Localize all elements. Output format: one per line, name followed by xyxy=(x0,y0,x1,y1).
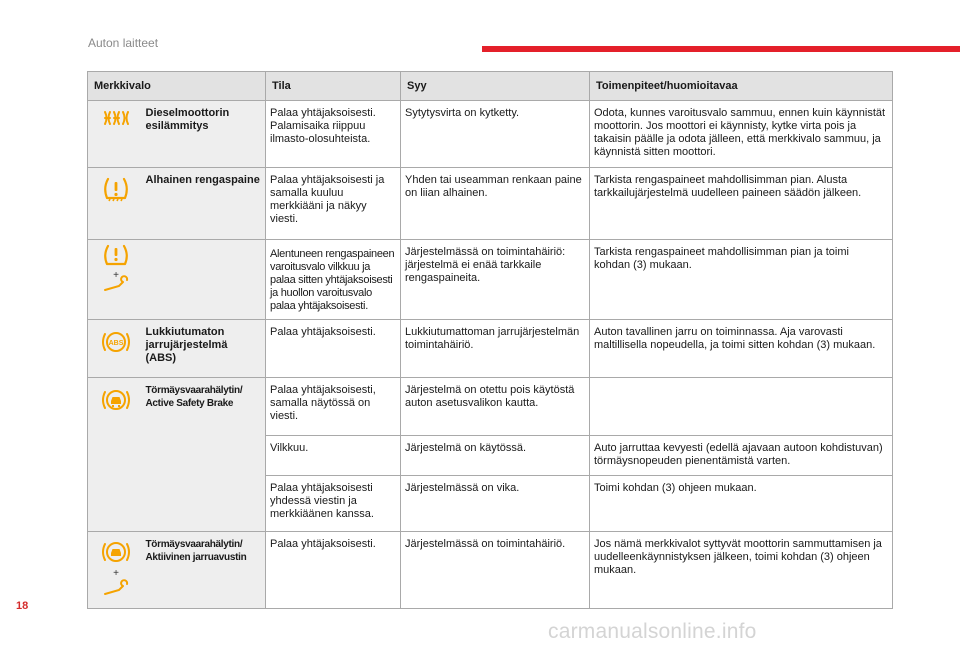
table-row xyxy=(88,378,893,436)
tyre-pressure-icon xyxy=(101,176,131,208)
syy-cell: Yhden tai useamman renkaan paine on liian alhainen. xyxy=(401,168,590,240)
lamp-name: Lukkiutumaton jarrujärjestelmä (ABS) xyxy=(144,320,266,378)
tila-cell: Palaa yhtäjaksoisesti ja samalla kuuluu merkkiääni ja näkyy viesti. xyxy=(266,168,401,240)
syy-cell: Järjestelmässä on toimintahäiriö. xyxy=(401,532,590,609)
svg-text:ABS: ABS xyxy=(108,340,124,347)
tila-cell: Palaa yhtäjaksoisesti. xyxy=(266,532,401,609)
lamp-name: Törmäysvaarahälytin/ Aktiivinen jarruavustin xyxy=(144,532,266,609)
table-row xyxy=(88,168,893,240)
tila-cell: Palaa yhtäjaksoisesti yhdessä viestin ja merkkiäänen kanssa. xyxy=(266,476,401,532)
column-header-tila: Tila xyxy=(266,72,401,101)
toimenpiteet-cell: Odota, kunnes varoitusvalo sammuu, ennen kuin käynnistät moottorin. Jos moottori ei käynnisty, kytke virta pois ja takaisin päälle ja odota jälleen, että merkkivalo sammuu, ja käynnistä sitten moottori. xyxy=(590,101,893,168)
tyre-pressure-service-icon xyxy=(99,244,133,298)
table-row xyxy=(88,320,893,378)
watermark: carmanualsonline.info xyxy=(548,620,757,643)
toimenpiteet-cell: Auto jarruttaa kevyesti (edellä ajavaan autoon kohdistuvan) törmäysnopeuden pienentämistä varten. xyxy=(590,436,893,476)
lamp-name: Alhainen rengaspaine xyxy=(144,168,266,240)
table-row xyxy=(88,101,893,168)
toimenpiteet-cell: Tarkista rengaspaineet mahdollisimman pian ja toimi kohdan (3) mukaan. xyxy=(590,240,893,320)
column-header-syy: Syy xyxy=(401,72,590,101)
lamp-name xyxy=(144,240,266,320)
header-accent-bar xyxy=(482,46,960,52)
syy-cell: Lukkiutumattoman jarrujärjestelmän toimintahäiriö. xyxy=(401,320,590,378)
syy-cell: Järjestelmässä on vika. xyxy=(401,476,590,532)
warning-lamp-table xyxy=(87,71,893,609)
tila-cell: Palaa yhtäjaksoisesti. Palamisaika riippuu ilmasto-olosuhteista. xyxy=(266,101,401,168)
collision-alert-service-icon xyxy=(99,538,133,604)
toimenpiteet-cell: Auton tavallinen jarru on toiminnassa. Aja varovasti maltillisella nopeudella, ja toimi sitten kohdan (3) mukaan. xyxy=(590,320,893,378)
column-header-toimenpiteet: Toimenpiteet/huomioitavaa xyxy=(590,72,893,101)
glow-plug-icon xyxy=(101,109,131,131)
syy-cell: Sytytysvirta on kytketty. xyxy=(401,101,590,168)
toimenpiteet-cell: Toimi kohdan (3) ohjeen mukaan. xyxy=(590,476,893,532)
abs-icon xyxy=(101,328,131,360)
collision-alert-icon xyxy=(101,386,131,418)
tila-cell: Alentuneen rengaspaineen varoitusvalo vilkkuu ja palaa sitten yhtäjaksoisesti ja huollon varoitusvalo palaa yhtäjaksoisesti. xyxy=(266,240,401,320)
table-row xyxy=(88,240,893,320)
tila-cell: Palaa yhtäjaksoisesti, samalla näytössä on viesti. xyxy=(266,378,401,436)
page-number: 18 xyxy=(16,600,29,612)
lamp-name: Dieselmoottorin esilämmitys xyxy=(144,101,266,168)
toimenpiteet-cell: Tarkista rengaspaineet mahdollisimman pian. Alusta tarkkailujärjestelmä uudelleen paineen säädön jälkeen. xyxy=(590,168,893,240)
tila-cell: Palaa yhtäjaksoisesti. xyxy=(266,320,401,378)
table-header-row xyxy=(88,72,893,101)
table-row xyxy=(88,532,893,609)
tila-cell: Vilkkuu. xyxy=(266,436,401,476)
syy-cell: Järjestelmä on otettu pois käytöstä auton asetusvalikon kautta. xyxy=(401,378,590,436)
section-title: Auton laitteet xyxy=(88,36,159,50)
syy-cell: Järjestelmässä on toimintahäiriö: järjestelmä ei enää tarkkaile rengaspaineita. xyxy=(401,240,590,320)
lamp-name: Törmäysvaarahälytin/ Active Safety Brake xyxy=(144,378,266,532)
toimenpiteet-cell xyxy=(590,378,893,436)
syy-cell: Järjestelmä on käytössä. xyxy=(401,436,590,476)
column-header-merkkivalo: Merkkivalo xyxy=(88,72,266,101)
toimenpiteet-cell: Jos nämä merkkivalot syttyvät moottorin sammuttamisen ja uudelleenkäynnistyksen jälkeen, toimi kohdan (3) ohjeen mukaan. xyxy=(590,532,893,609)
svg-text:+: + xyxy=(112,270,119,281)
svg-text:+: + xyxy=(112,568,119,579)
